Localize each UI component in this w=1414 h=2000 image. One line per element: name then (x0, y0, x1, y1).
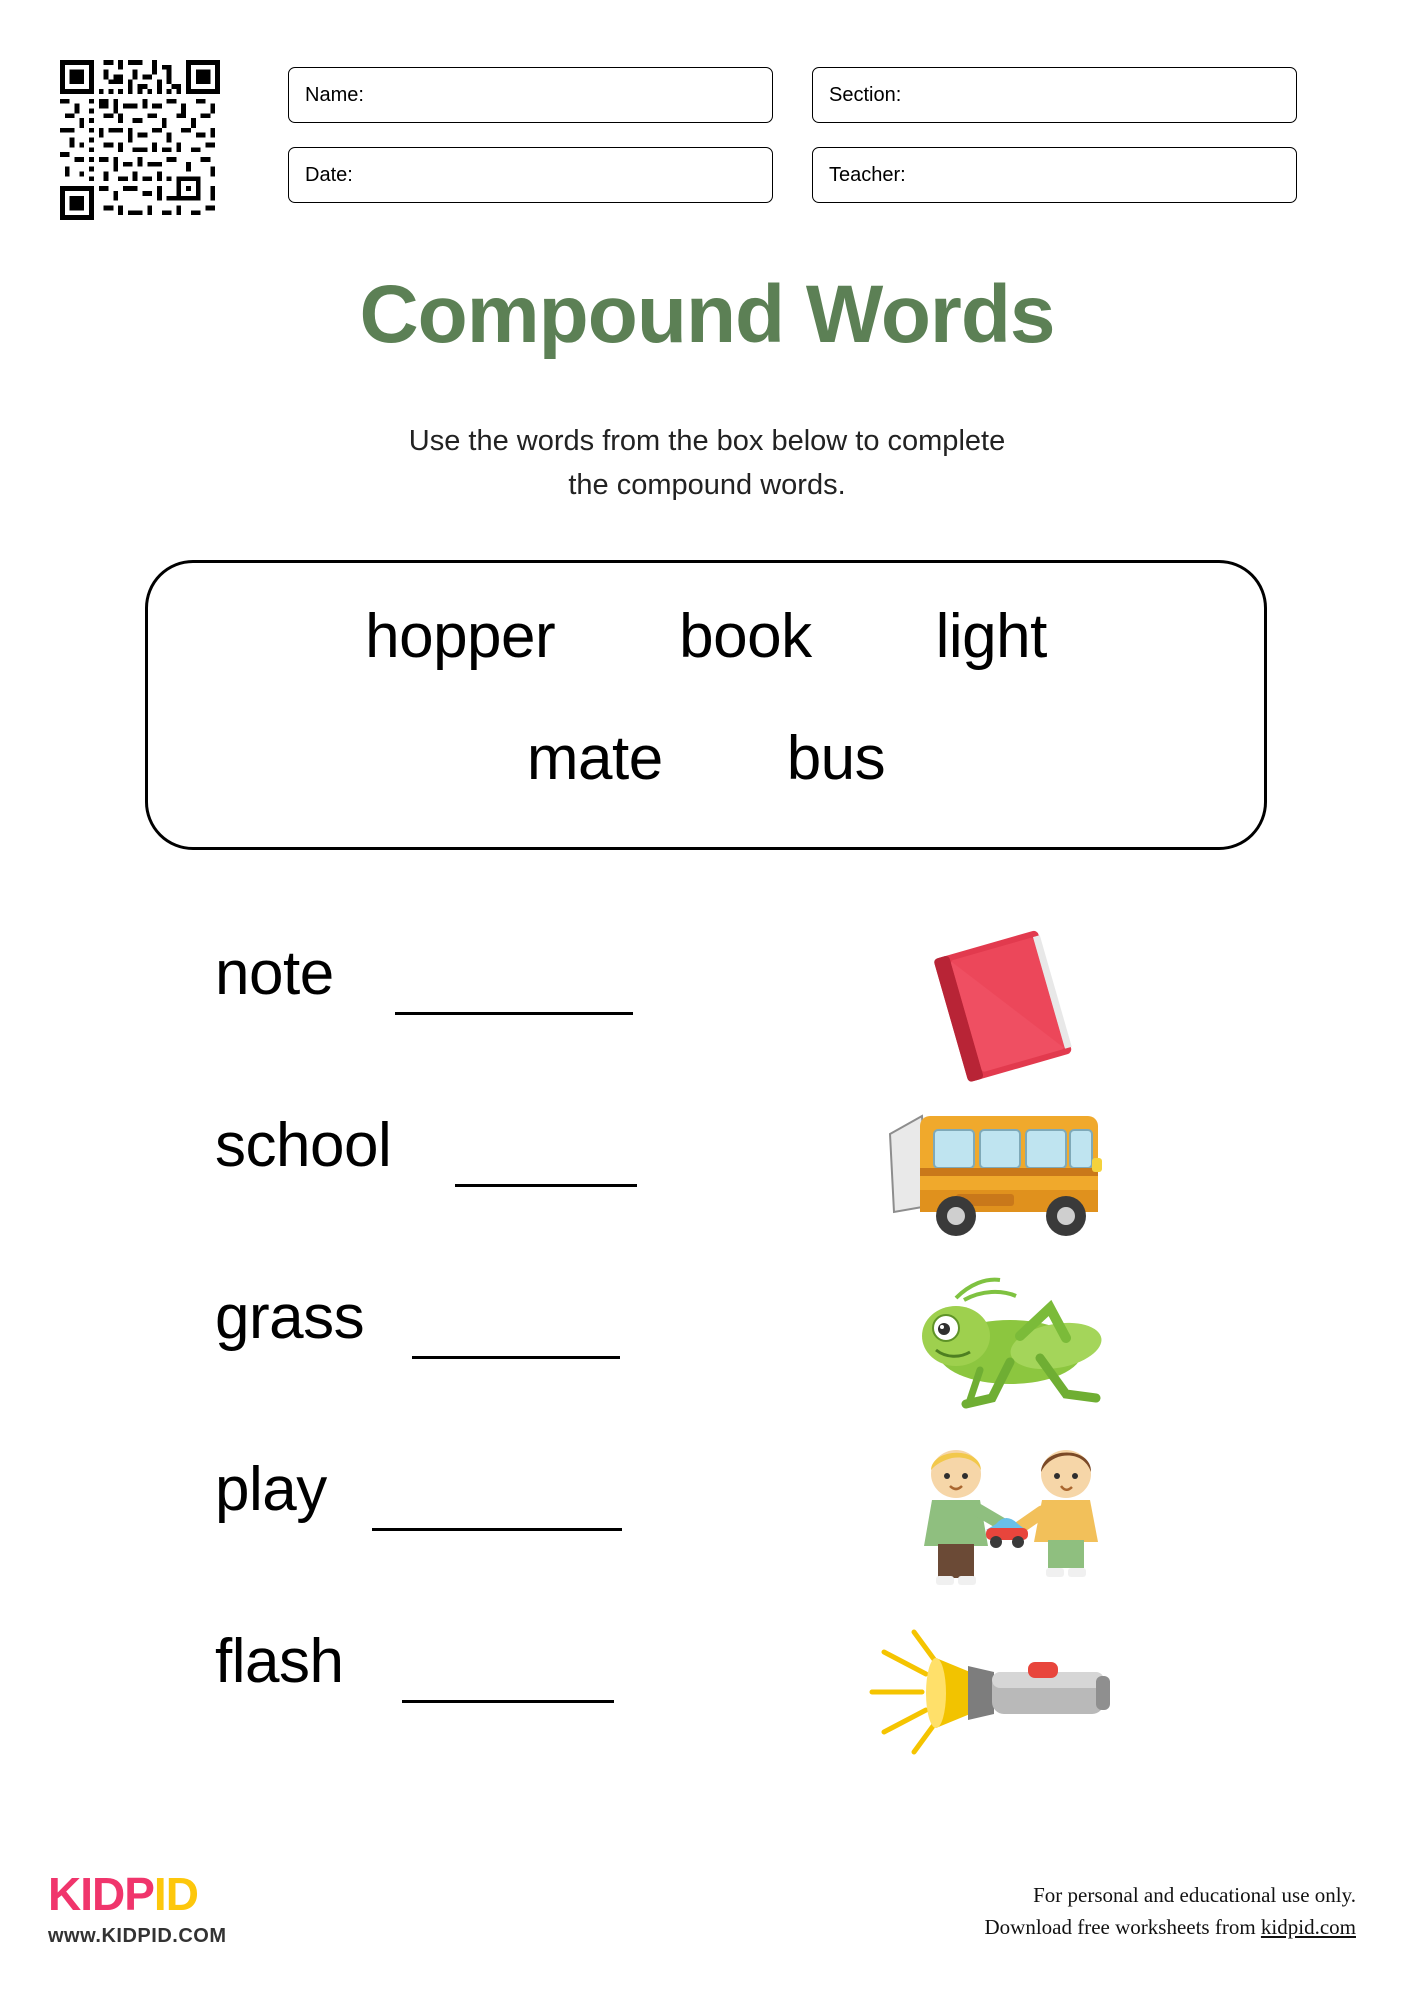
two-kids-icon (860, 1438, 1150, 1603)
problem-row (0, 1274, 1414, 1446)
problem-row (0, 1446, 1414, 1618)
problem-prefix: grass (215, 1283, 365, 1352)
answer-blank[interactable] (412, 1356, 620, 1359)
problem-row (0, 930, 1414, 1102)
grasshopper-icon (860, 1266, 1150, 1431)
word-bank-item: book (679, 602, 812, 671)
kidpid-link[interactable]: kidpid.com (1260, 1915, 1356, 1940)
section-field[interactable] (812, 67, 1297, 123)
answer-blank[interactable] (395, 1012, 633, 1015)
name-field-label: Name: (305, 83, 364, 106)
instructions (0, 420, 1414, 507)
logo-kid-text: KID (48, 1868, 125, 1920)
qr-code-icon (60, 60, 220, 220)
school-bus-icon (860, 1094, 1150, 1259)
kidpid-logo[interactable] (48, 1868, 308, 1948)
problem-prefix: note (215, 939, 334, 1008)
instructions-line-2: the compound words. (568, 468, 846, 501)
teacher-field-label: Teacher: (829, 163, 906, 186)
footer-note-line-1: For personal and educational use only. (1033, 1882, 1356, 1907)
answer-blank[interactable] (455, 1184, 637, 1187)
word-bank-item: mate (526, 724, 663, 793)
logo-url: www.KIDPID.COM (48, 1925, 227, 1947)
footer-note (985, 1879, 1357, 1944)
word-bank-item: bus (786, 724, 886, 793)
answer-blank[interactable] (402, 1700, 614, 1703)
date-field-label: Date: (305, 163, 353, 186)
word-bank (145, 560, 1267, 850)
problem-prefix: play (215, 1455, 327, 1524)
problem-prefix: school (215, 1111, 392, 1180)
flashlight-icon (860, 1610, 1150, 1775)
logo-wordmark (48, 1868, 308, 1920)
logo-id-text: ID (153, 1868, 198, 1920)
problem-list (0, 930, 1414, 1790)
answer-blank[interactable] (372, 1528, 622, 1531)
problem-row (0, 1102, 1414, 1274)
footer-note-prefix: Download free worksheets from (984, 1915, 1261, 1940)
word-bank-item: hopper (365, 602, 556, 671)
instructions-line-1: Use the words from the box below to complete (408, 425, 1006, 457)
problem-row (0, 1618, 1414, 1790)
problem-prefix: flash (215, 1627, 344, 1696)
section-field-label: Section: (829, 83, 902, 106)
name-field[interactable] (288, 67, 773, 123)
page-title: Compound Words (359, 269, 1055, 360)
footer-note-line-2 (985, 1911, 1357, 1944)
worksheet-header (0, 55, 1414, 215)
word-bank-row-1 (148, 601, 1264, 672)
word-bank-row-2 (148, 723, 1264, 794)
teacher-field[interactable] (812, 147, 1297, 203)
word-bank-item: light (935, 602, 1047, 671)
date-field[interactable] (288, 147, 773, 203)
red-book-icon (860, 922, 1150, 1087)
logo-p-text: P (124, 1868, 154, 1920)
